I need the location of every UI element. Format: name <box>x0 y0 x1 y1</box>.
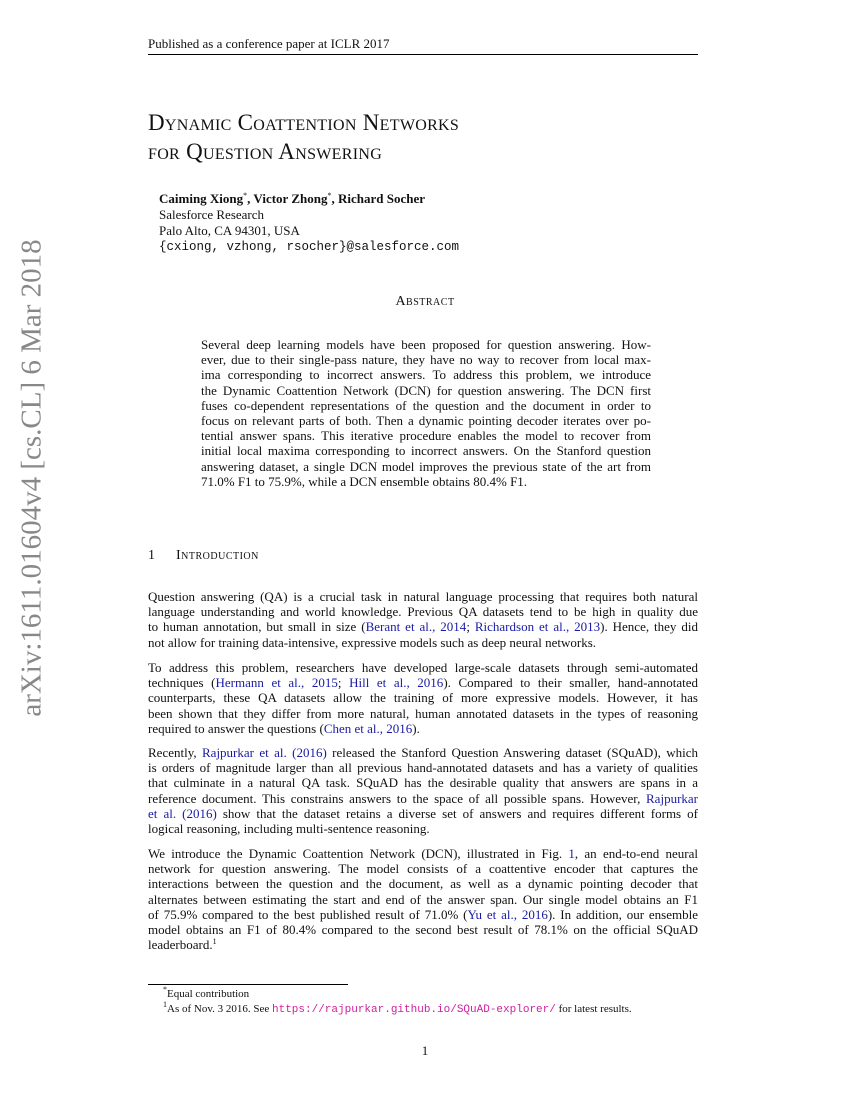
text-line <box>148 721 698 736</box>
text-run: language understanding and world knowledge. Previous QA datasets tend to be high in quality due <box>148 604 698 620</box>
footnote-marker[interactable]: 1 <box>212 937 217 947</box>
page-number: 1 <box>421 1043 429 1058</box>
text-run: Recently, <box>148 745 202 760</box>
citation-link[interactable]: et al. (2016) <box>148 805 217 821</box>
citation-link[interactable]: Yu et al., 2016 <box>467 906 548 922</box>
citation-link[interactable]: Rajpurkar et al. (2016) <box>202 745 327 760</box>
text-run: focus on relevant parts of both. Then a dynamic pointing decoder iterates over po- <box>201 412 651 428</box>
author-name: Caiming Xiong <box>159 191 244 206</box>
citation-link[interactable]: Richardson et al., 2013 <box>474 619 601 635</box>
text-run: We introduce the Dynamic Coattention Network (DCN), illustrated in Fig. <box>148 846 569 861</box>
text-line <box>201 443 651 458</box>
arxiv-stamp: arXiv:1611.01604v4 [cs.CL] 6 Mar 2018 <box>15 239 48 717</box>
citation-link[interactable]: Hill et al., 2016 <box>349 675 444 691</box>
text-run: of 75.9% compared to the best published result of 71.0% ( <box>148 906 468 922</box>
text-line <box>148 675 698 690</box>
text-line <box>148 846 698 861</box>
text-line <box>148 791 698 806</box>
text-line <box>201 337 651 352</box>
text-run: ). <box>412 720 420 736</box>
text-run: To address this problem, researchers have developed large-scale datasets through semi-automated <box>148 660 698 675</box>
text-run: ; <box>337 675 350 691</box>
text-run: , an end-to-end neural <box>574 846 698 861</box>
text-run: answering dataset, a single DCN model improves the previous state of the art from <box>201 458 651 474</box>
paragraph <box>148 660 698 736</box>
citation-link[interactable]: Rajpurkar <box>646 790 698 806</box>
text-line <box>201 352 651 367</box>
text-line <box>148 635 698 650</box>
text-run: fuses co-dependent representations of the question and the document in order to <box>201 397 651 413</box>
title-line-1: Dynamic Coattention Networks <box>148 110 460 135</box>
text-line <box>148 922 698 937</box>
header-rule <box>148 54 698 55</box>
section-title: Introduction <box>176 548 259 563</box>
text-run: been shown that they differ from more natural, human annotated datasets in the types of reasoning <box>148 705 698 721</box>
text-run: tential answer spans. This iterative procedure enables the model to recover from <box>201 428 651 444</box>
citation-link[interactable]: Chen et al., 2016 <box>323 720 413 736</box>
text-line <box>148 775 698 790</box>
text-run: techniques ( <box>148 675 216 691</box>
text-run: ). Hence, they did <box>600 619 698 635</box>
text-run: alternates between estimating the start and end of the answer span. Our single model obtains an F1 <box>148 891 698 907</box>
text-line <box>148 876 698 891</box>
text-run: that culminate in a natural QA task. SQuAD has the desirable quality that answers are spans in a <box>148 775 698 791</box>
text-line <box>148 660 698 675</box>
citation-link[interactable]: Hermann et al., 2015 <box>215 675 338 691</box>
text-run: counterparts, these QA datasets allow the training of more expressive models. However, it has <box>148 690 698 706</box>
abstract-text <box>201 337 651 489</box>
text-line <box>148 821 698 836</box>
citation-link[interactable]: 1 <box>568 846 575 861</box>
text-run: show that the dataset retains a diverse set of answers and requires different forms of <box>216 805 699 821</box>
text-line <box>148 937 698 952</box>
text-line <box>148 706 698 721</box>
text-line <box>201 367 651 382</box>
text-line <box>148 604 698 619</box>
text-run: model obtains an F1 of 80.4% compared to the second best result of 78.1% on the official SQuAD <box>148 921 698 937</box>
title-line-2: for Question Answering <box>148 139 383 164</box>
equal-mark: * <box>243 191 248 200</box>
text-run: required to answer the questions ( <box>148 720 324 736</box>
squad-url-link[interactable]: https://rajpurkar.github.io/SQuAD-explorer/ <box>272 1004 556 1016</box>
text-line <box>201 413 651 428</box>
text-run: network for question answering. The model consists of a coattentive encoder that captures the <box>148 861 698 877</box>
abstract-heading: Abstract <box>395 294 455 309</box>
footnote-equal: *Equal contribution <box>163 985 250 1000</box>
text-run: ). Compared to their smaller, hand-annotated <box>443 675 698 691</box>
section-heading <box>148 548 259 564</box>
footnote-rule <box>148 984 348 985</box>
paragraph <box>148 589 698 650</box>
text-line <box>148 690 698 705</box>
text-run: ima corresponding to incorrect answers. To address this problem, we introduce <box>201 367 651 383</box>
text-run: to human annotation, but small in size ( <box>148 619 366 635</box>
text-line <box>201 383 651 398</box>
paragraph <box>148 846 698 952</box>
footnote-1: $^1$As of Nov. 3 2016. See https://rajpurkar.github.io/SQuAD-explorer/ for latest results. <box>163 1000 632 1016</box>
text-line <box>201 474 651 489</box>
text-run: Question answering (QA) is a crucial task in natural language processing that requires both natural <box>148 589 698 604</box>
text-line <box>148 745 698 760</box>
text-line <box>201 428 651 443</box>
text-run: leaderboard. <box>148 937 213 953</box>
text-run: not allow for training data-intensive, expressive models such as deep neural networks. <box>148 634 597 650</box>
paragraph <box>148 745 698 836</box>
paper-title <box>148 108 459 166</box>
text-line <box>201 459 651 474</box>
text-line <box>148 619 698 634</box>
text-run: ever, due to their single-pass nature, they have no way to recover from local max- <box>201 352 651 368</box>
text-line <box>148 907 698 922</box>
text-run: interactions between the question and the document, as well as a dynamic pointing decoder that <box>148 876 698 892</box>
text-line <box>148 861 698 876</box>
running-header: Published as a conference paper at ICLR 2017 <box>148 36 390 51</box>
text-run: 71.0% F1 to 75.9%, while a DCN ensemble obtains 80.4% F1. <box>201 473 528 489</box>
text-run: ; <box>466 619 475 635</box>
text-run: reference document. This constrains answers to the space of all possible spans. However, <box>148 790 647 806</box>
citation-link[interactable]: Berant et al., 2014 <box>365 619 467 635</box>
text-run: the Dynamic Coattention Network (DCN) for question answering. The DCN first <box>201 382 651 398</box>
text-line <box>148 589 698 604</box>
address: Palo Alto, CA 94301, USA <box>159 223 300 238</box>
author-name: Richard Socher <box>337 191 425 206</box>
text-run: is orders of magnitude larger than all previous hand-annotated datasets and has a variety of qualities <box>148 760 698 776</box>
section-number: 1 <box>148 548 155 563</box>
text-line <box>148 760 698 775</box>
text-run: initial local maxima corresponding to incorrect answers. On the Stanford question <box>201 443 651 459</box>
text-run: logical reasoning, including multi-sentence reasoning. <box>148 820 430 836</box>
equal-mark: * <box>327 191 332 200</box>
affiliation: Salesforce Research <box>159 207 265 222</box>
emails: {cxiong, vzhong, rsocher}@salesforce.com <box>159 240 460 254</box>
author-name: Victor Zhong <box>253 191 328 206</box>
author-block: Caiming Xiong*, Victor Zhong*, Richard Socher Salesforce Research Palo Alto, CA 94301, USA {cxiong, vzhong, rsocher}@salesforce.com <box>159 191 460 254</box>
text-line <box>201 398 651 413</box>
text-run: ). In addition, our ensemble <box>547 906 699 922</box>
text-line <box>148 892 698 907</box>
text-run: Several deep learning models have been proposed for question answering. How- <box>201 337 651 352</box>
text-run: released the Stanford Question Answering dataset (SQuAD), which <box>326 745 698 760</box>
text-line <box>148 806 698 821</box>
